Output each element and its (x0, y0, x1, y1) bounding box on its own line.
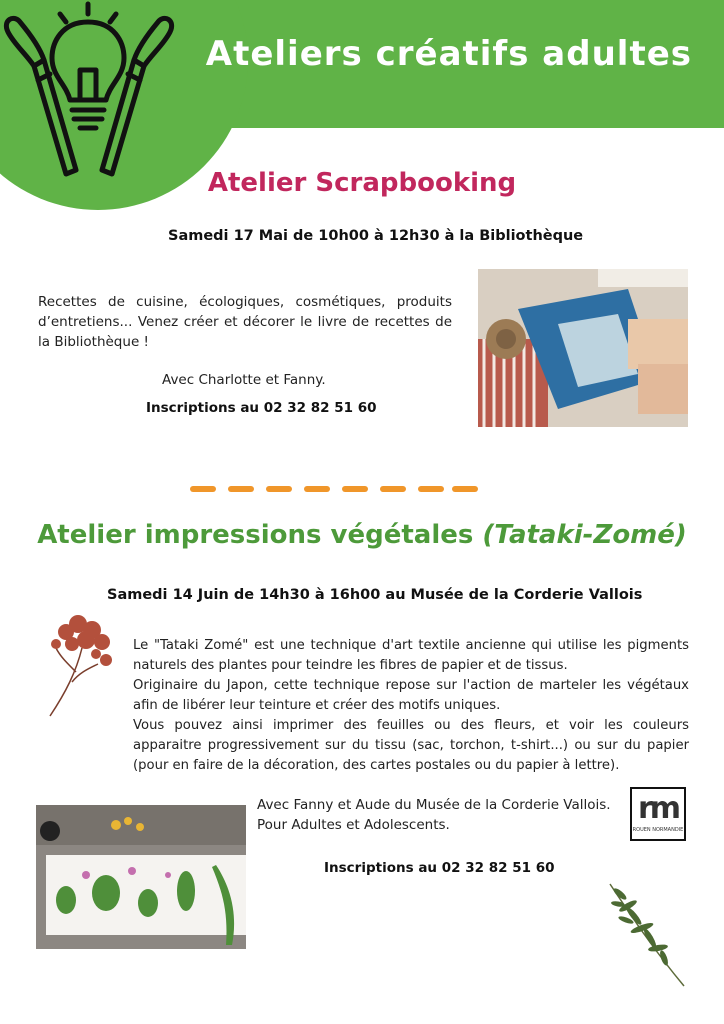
rouen-normandie-logo (630, 787, 686, 841)
workshop2-title-italic: (Tataki-Zomé) (482, 520, 687, 550)
section-divider (190, 485, 480, 493)
workshop2-title (0, 520, 724, 550)
workshop2-registration: Inscriptions au 02 32 82 51 60 (324, 860, 555, 876)
workshop1-date: Samedi 17 Mai de 10h00 à 12h30 à la Bibliothèque (168, 228, 584, 244)
dried-flower-illustration (46, 612, 124, 720)
workshop1-registration: Inscriptions au 02 32 82 51 60 (146, 400, 377, 416)
workshop2-title-main: Atelier impressions végétales (37, 520, 483, 550)
workshop2-date: Samedi 14 Juin de 14h30 à 16h00 au Musée de la Corderie Vallois (107, 587, 643, 603)
workshop2-audience: Pour Adultes et Adolescents. (257, 817, 450, 833)
logo-text: rm (637, 791, 679, 826)
description-paragraph: Vous pouvez ainsi imprimer des feuilles ou des fleurs, et voir les couleurs apparaitre progressivement sur du tissu (sac, torchon, t-shirt...) ou sur du papier (pour en faire de la décoration, des cartes postales ou du papier à lettre). (133, 718, 689, 773)
fern-illustration (604, 880, 688, 990)
scrapbooking-photo (478, 269, 688, 427)
workshop1-title: Atelier Scrapbooking (207, 168, 517, 198)
description-paragraph: Originaire du Japon, cette technique repose sur l'action de marteler les végétaux afin de libérer leur teinture et créer des motifs uniques. (133, 678, 689, 713)
lightbulb-paintbrush-icon (0, 0, 190, 190)
workshop2-hosts: Avec Fanny et Aude du Musée de la Corderie Vallois. (257, 797, 611, 813)
workshop2-description (133, 636, 689, 776)
plant-print-photo (36, 805, 246, 949)
page-title: Ateliers créatifs adultes (205, 34, 692, 74)
workshop1-description: Recettes de cuisine, écologiques, cosmétiques, produits d’entretiens... Venez créer et décorer le livre de recettes de la Bibliothèque ! (38, 294, 452, 350)
logo-subtext: ROUEN NORMANDIE (632, 827, 684, 833)
workshop1-hosts: Avec Charlotte et Fanny. (162, 372, 326, 388)
description-paragraph: Le "Tataki Zomé" est une technique d'art textile ancienne qui utilise les pigments naturels des plantes pour teindre les fibres de papier et de tissus. (133, 638, 689, 673)
workshop2-info (257, 795, 611, 835)
